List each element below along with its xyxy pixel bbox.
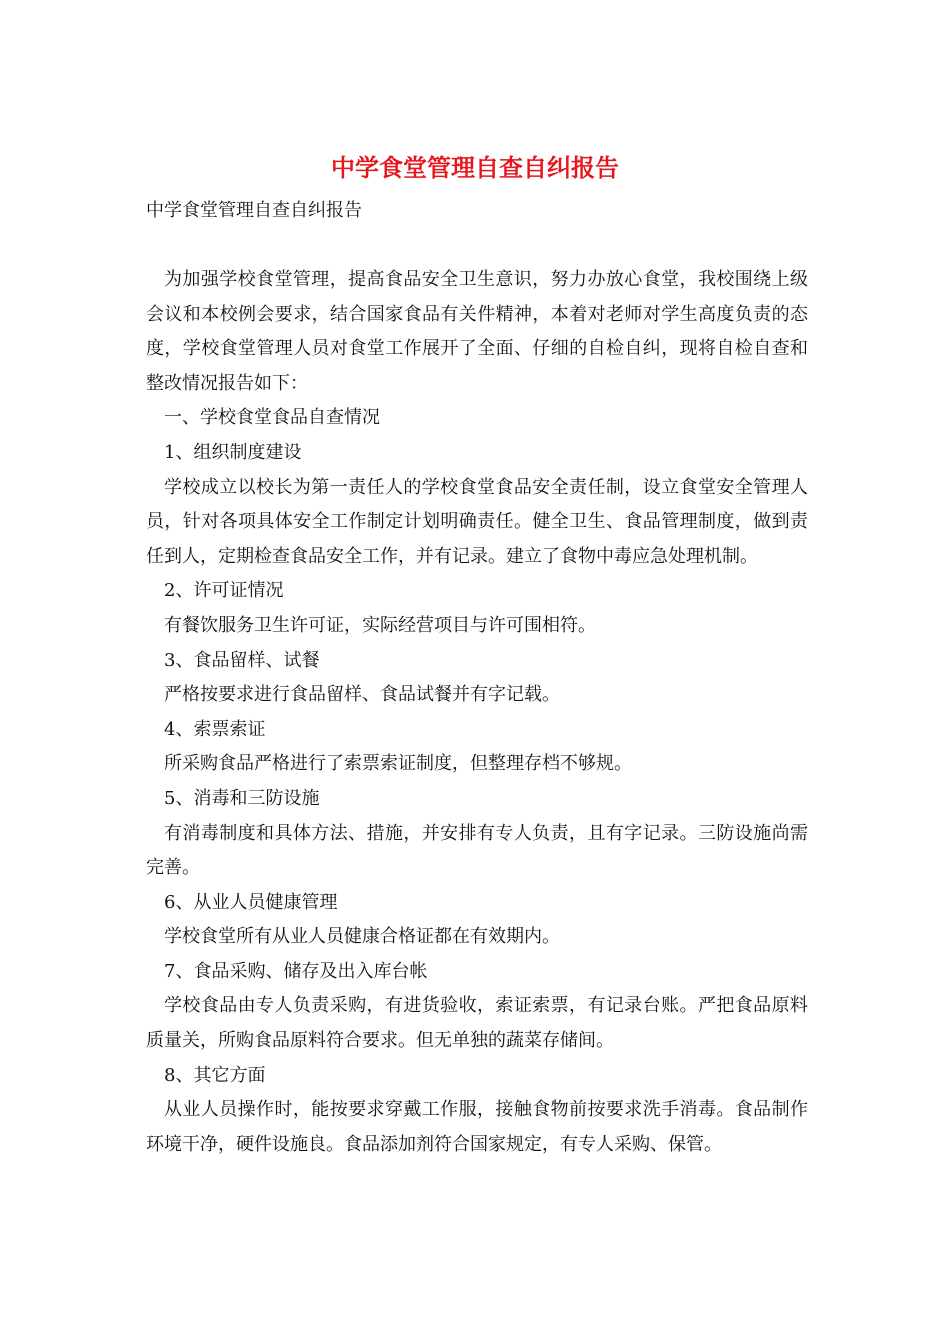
item-heading-sample: 3、食品留样、试餐	[164, 649, 320, 671]
paragraph-procurement: 学校食品由专人负责采购，有进货验收，索证索票，有记录台账。严把食品原料质量关，所购食品原料符合要求。但无单独的蔬菜存储间。	[146, 995, 808, 1052]
item-heading-organization: 1、组织制度建设	[164, 441, 302, 463]
paragraph-other: 从业人员操作时，能按要求穿戴工作服，接触食物前按要求洗手消毒。食品制作环境干净，硬件设施良。食品添加剂符合国家规定，有专人采购、保管。	[146, 1099, 808, 1155]
item-heading-other: 8、其它方面	[164, 1064, 266, 1086]
paragraph-intro: 为加强学校食堂管理，提高食品安全卫生意识，努力办放心食堂，我校围绕上级会议和本校例会要求，结合国家食品有关件精神，本着对老师对学生高度负责的态度，学校食堂管理人员对食堂工作展开了全面、仔细的自检自纠，现将自检自查和整改情况报告如下：	[146, 269, 808, 394]
paragraph-invoice: 所采购食品严格进行了索票索证制度，但整理存档不够规。	[164, 753, 632, 775]
paragraph-disinfection: 有消毒制度和具体方法、措施，并安排有专人负责，且有字记录。三防设施尚需完善。	[146, 822, 808, 879]
item-heading-license: 2、许可证情况	[164, 580, 284, 602]
paragraph-organization: 学校成立以校长为第一责任人的学校食堂食品安全责任制，设立食堂安全管理人员，针对各项具体安全工作制定计划明确责任。健全卫生、食品管理制度，做到责任到人，定期检查食品安全工作，并有记录。建立了食物中毒应急处理机制。	[146, 476, 808, 567]
document-title: 中学食堂管理自查自纠报告	[331, 153, 619, 182]
paragraph-health: 学校食堂所有从业人员健康合格证都在有效期内。	[164, 926, 560, 948]
paragraph-sample: 严格按要求进行食品留样、食品试餐并有字记载。	[164, 684, 560, 706]
item-heading-health: 6、从业人员健康管理	[164, 891, 338, 913]
item-heading-disinfection: 5、消毒和三防设施	[164, 787, 320, 809]
section-heading-1: 一、学校食堂食品自查情况	[164, 407, 380, 429]
document-body	[146, 263, 808, 1162]
item-heading-procurement: 7、食品采购、储存及出入库台帐	[164, 960, 428, 982]
document-subtitle: 中学食堂管理自查自纠报告	[146, 200, 362, 221]
item-heading-invoice: 4、索票索证	[164, 718, 266, 740]
paragraph-license: 有餐饮服务卫生许可证，实际经营项目与许可围相符。	[164, 614, 596, 636]
